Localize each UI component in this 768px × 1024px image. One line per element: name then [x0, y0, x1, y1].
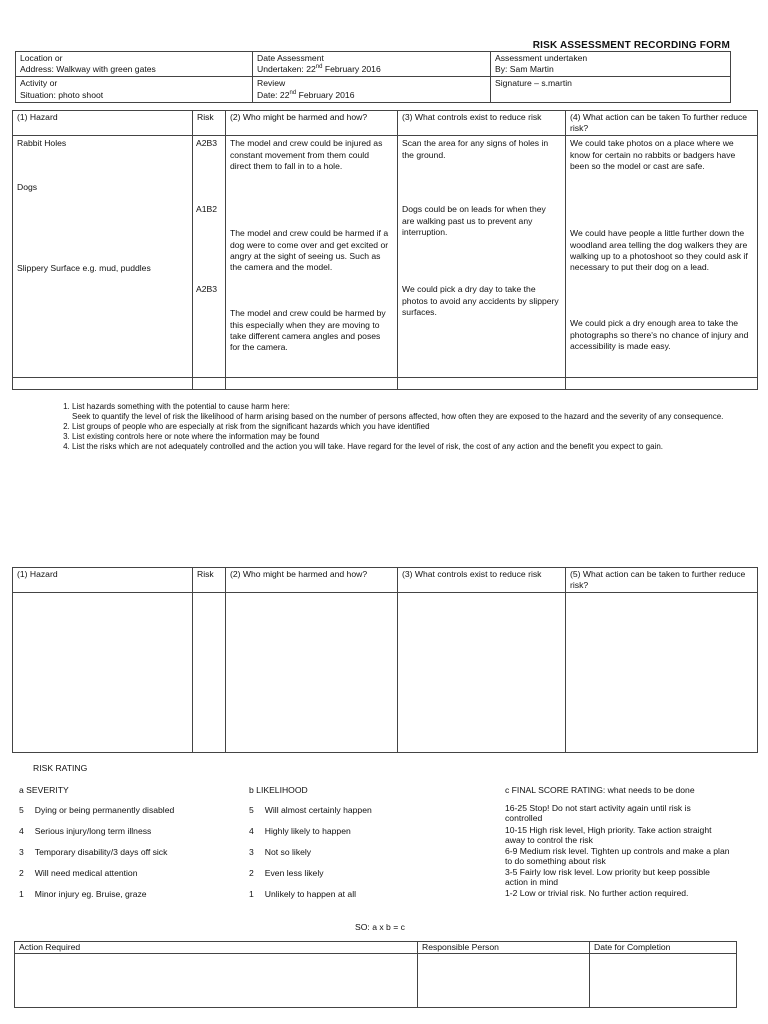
responsible-person-header: Responsible Person: [418, 942, 590, 954]
risk-header: Risk: [193, 111, 226, 136]
header-table: [15, 51, 731, 103]
risk-dogs: A1B2: [196, 204, 218, 215]
responsible-person-field[interactable]: [418, 954, 590, 1008]
controls-rabbit-holes: Scan the area for any signs of holes in the ground.: [402, 138, 549, 160]
location-label: Location or: [20, 53, 63, 63]
location-cell: [16, 52, 253, 77]
likelihood-title: b LIKELIHOOD: [249, 785, 308, 795]
score-formula: SO: a x b = c: [355, 922, 405, 932]
likelihood-item: 2 Even less likely: [249, 868, 324, 878]
harmed-rabbit-holes: The model and crew could be injured as constant movement from them could direct them to fall in to a hole.: [230, 138, 383, 171]
harmed-cell: [226, 136, 398, 378]
final-score-item: 10-15 High risk level, High priority. Take action straight away to control the risk: [505, 825, 712, 845]
blank-harmed-cell: [226, 593, 398, 753]
final-score-item: 6-9 Medium risk level. Tighten up controls and make a plan to do something about risk: [505, 846, 730, 866]
final-score-title: c FINAL SCORE RATING: what needs to be done: [505, 785, 695, 795]
date-assessment-cell: [253, 52, 491, 77]
empty-row-cell: [13, 378, 193, 390]
final-score-item: 3-5 Fairly low risk level. Low priority but keep possible action in mind: [505, 867, 710, 887]
controls-cell: [398, 136, 566, 378]
harmed-dogs: The model and crew could be harmed if a dog were to come over and get excited or angry at the sight of seeing us. Such as the camera and the model.: [230, 228, 389, 272]
blank-risk-cell: [193, 593, 226, 753]
hazard-rabbit-holes: Rabbit Holes: [17, 138, 67, 149]
date-completion-field[interactable]: [590, 954, 737, 1008]
situation-value: Situation: photo shoot: [20, 89, 104, 100]
action-required-field[interactable]: [15, 954, 418, 1008]
action-cell: [566, 136, 758, 378]
hazard-header: (1) Hazard: [13, 568, 193, 593]
controls-slippery-surface: We could pick a dry day to take the photos to avoid any accidents by slippery surfaces.: [402, 284, 559, 317]
hazard-slippery-surface: Slippery Surface e.g. mud, puddles: [17, 263, 151, 274]
activity-label: Activity or: [20, 78, 58, 89]
hazard-dogs: Dogs: [17, 182, 38, 193]
form-title: RISK ASSESSMENT RECORDING FORM: [532, 40, 730, 51]
likelihood-item: 1 Unlikely to happen at all: [249, 889, 357, 899]
date-assessment-label: Date Assessment: [257, 53, 324, 63]
final-score-item: 1-2 Low or trivial risk. No further action required.: [505, 888, 689, 898]
severity-title: a SEVERITY: [19, 785, 69, 795]
review-label: Review: [257, 78, 286, 89]
instructions-list: [56, 402, 746, 452]
action-header: (4) What action can be taken To further reduce risk?: [566, 111, 758, 136]
harmed-header: (2) Who might be harmed and how?: [226, 568, 398, 593]
action-slippery-surface: We could pick a dry enough area to take the photographs so there's no chance of injury and accessibility is made easy.: [570, 318, 749, 351]
risk-slippery-surface: A2B3: [196, 284, 218, 295]
instruction-detail: Seek to quantify the level of risk the likelihood of harm arising based on the number of persons affected, how often they are exposed to the hazard and the severity of any consequence.: [72, 412, 724, 421]
severity-item: 5 Dying or being permanently disabled: [19, 805, 175, 815]
controls-header: (3) What controls exist to reduce risk: [398, 568, 566, 593]
blank-hazard-cell: [13, 593, 193, 753]
action-dogs: We could have people a little further down the woodland area telling the dog walkers they are walking up to a photoshoot so they could ask if necessary to put their dog on a lead.: [570, 228, 748, 272]
action-rabbit-holes: We could take photos on a place where we know for certain no rabbits or badgers have been so the model or cast are safe.: [570, 138, 736, 171]
hazard-header: (1) Hazard: [13, 111, 193, 136]
likelihood-item: 5 Will almost certainly happen: [249, 805, 372, 815]
instruction-item: 1. List hazards something with the potential to cause harm here: Seek to quantify the level of risk the likelihood of harm arising based on the number of persons affected, how often they are exposed to the hazard and the severity of any consequence.: [72, 402, 746, 422]
address-value: Address: Walkway with green gates: [20, 64, 156, 75]
controls-header: (3) What controls exist to reduce risk: [398, 111, 566, 136]
review-cell: [253, 77, 491, 102]
assessment-label: Assessment undertaken: [495, 53, 588, 63]
final-score-item: 16-25 Stop! Do not start activity again until risk is controlled: [505, 803, 691, 823]
undertaken-date: Undertaken: 22nd February 2016: [257, 64, 381, 75]
likelihood-item: 4 Highly likely to happen: [249, 826, 351, 836]
signature-value: Signature – s.martin: [495, 78, 572, 89]
hazard-table: [12, 110, 758, 390]
assessment-cell: [491, 52, 731, 77]
review-date: Date: 22nd February 2016: [257, 89, 355, 100]
assessor-name: By: Sam Martin: [495, 64, 554, 75]
instruction-item: 4. List the risks which are not adequately controlled and the action you will take. Have regard for the level of risk, the cost of any action and the benefit you expect to gain.: [72, 442, 746, 452]
severity-item: 2 Will need medical attention: [19, 868, 138, 878]
blank-controls-cell: [398, 593, 566, 753]
likelihood-item: 3 Not so likely: [249, 847, 312, 857]
activity-cell: [16, 77, 253, 102]
action-required-table: [14, 941, 737, 1008]
action-header: (5) What action can be taken to further reduce risk?: [566, 568, 758, 593]
risk-rabbit-holes: A2B3: [196, 138, 218, 149]
hazard-cell: [13, 136, 193, 378]
severity-item: 1 Minor injury eg. Bruise, graze: [19, 889, 147, 899]
blank-action-cell: [566, 593, 758, 753]
date-completion-header: Date for Completion: [590, 942, 737, 954]
blank-hazard-table: [12, 567, 758, 753]
harmed-header: (2) Who might be harmed and how?: [226, 111, 398, 136]
risk-rating-title: RISK RATING: [33, 763, 88, 773]
controls-dogs: Dogs could be on leads for when they are walking past us to prevent any interruption.: [402, 204, 546, 237]
risk-cell: [193, 136, 226, 378]
severity-item: 3 Temporary disability/3 days off sick: [19, 847, 168, 857]
action-required-header: Action Required: [15, 942, 418, 954]
instruction-item: 2. List groups of people who are especially at risk from the significant hazards which you have identified: [72, 422, 746, 432]
severity-item: 4 Serious injury/long term illness: [19, 826, 152, 836]
instruction-item: 3. List existing controls here or note where the information may be found: [72, 432, 746, 442]
harmed-slippery-surface: The model and crew could be harmed by this especially when they are moving to take different camera angles and poses for the camera.: [230, 308, 386, 352]
risk-header: Risk: [193, 568, 226, 593]
signature-cell: [491, 77, 731, 102]
